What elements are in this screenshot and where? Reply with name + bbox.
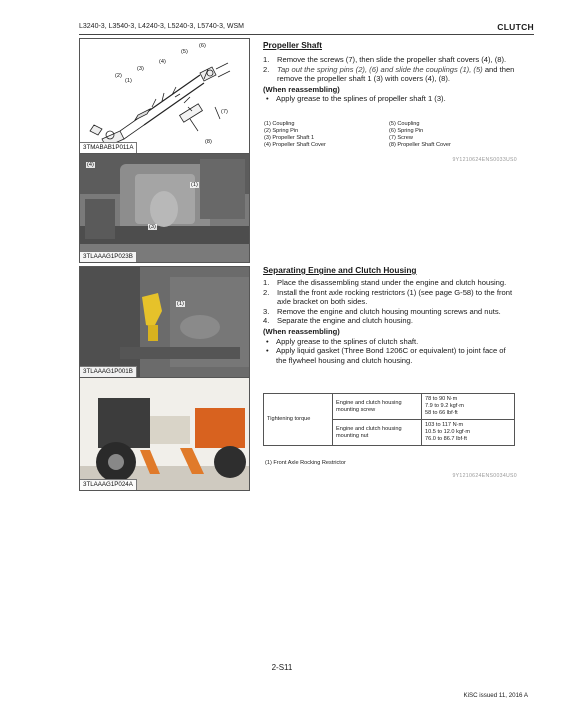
step-item — [263, 288, 517, 307]
bullet-dot: • — [266, 336, 269, 346]
step-text-italic: Tap out the spring pins (2), (6) and slide the couplings (1), (5) — [277, 64, 483, 74]
step-text: Remove the screws (7), then slide the propeller shaft covers (4), (8). — [277, 55, 507, 64]
torque-item: Engine and clutch housing mounting nut — [333, 420, 422, 446]
torque-item: Engine and clutch housing mounting screw — [333, 394, 422, 420]
header-section: CLUTCH — [497, 22, 534, 32]
legend-item: (6) Spring Pin — [389, 128, 424, 134]
table-row — [264, 394, 515, 420]
step-number: 1. — [263, 55, 270, 64]
bullet-item — [263, 94, 517, 104]
legend-item: (2) Spring Pin — [264, 128, 299, 134]
step-text: Remove the engine and clutch housing mounting screws and nuts. — [277, 306, 501, 316]
callout-1: (1) — [191, 182, 198, 188]
reference-code: 9Y1210624ENS0033US0 — [452, 157, 517, 163]
figure-propeller-shaft — [79, 38, 250, 154]
figure-caption: 3TLAAAG1P024A — [80, 479, 137, 490]
step-number: 1. — [263, 278, 270, 287]
propeller-shaft-steps — [263, 55, 517, 104]
step-number: 4. — [263, 316, 270, 326]
callout-1: (1) — [177, 301, 184, 307]
bullet-text: Apply grease to the splines of propeller shaft 1 (3). — [276, 94, 446, 104]
torque-value: 10.5 to 12.0 kgf·m — [425, 429, 471, 435]
step-item — [263, 278, 517, 288]
separating-title: Separating Engine and Clutch Housing — [263, 265, 417, 275]
step-item — [263, 55, 517, 65]
reference-code: 9Y1210624ENS0034US0 — [452, 473, 517, 479]
figure-caption: 3TLAAAG1P001B — [80, 366, 137, 377]
torque-label: Tightening torque — [264, 394, 333, 446]
restrictor-legend: (1) Front Axle Rocking Restrictor — [265, 460, 346, 466]
torque-value: 7.9 to 9.2 kgf·m — [425, 403, 464, 409]
bullet-dot: • — [266, 94, 269, 104]
propeller-photo — [80, 154, 249, 262]
callout-4: (4) — [159, 59, 166, 65]
torque-value: 103 to 117 N·m — [425, 422, 464, 428]
torque-values — [422, 420, 515, 446]
issue-info: KiSC issued 11, 2016 A — [463, 692, 528, 699]
figure-caption: 3TLAAAG1P023B — [80, 251, 137, 262]
bullet-item — [263, 346, 517, 365]
callout-2: (2) — [115, 73, 122, 79]
bullet-dot: • — [266, 346, 269, 356]
step-number: 2. — [263, 64, 270, 74]
tractor-photo — [80, 378, 249, 490]
step-text — [277, 65, 517, 84]
step-item — [263, 307, 517, 317]
header-models: L3240-3, L3540-3, L4240-3, L5240-3, L5740-3, WSM — [79, 23, 245, 30]
propeller-shaft-title: Propeller Shaft — [263, 40, 323, 50]
propeller-shaft-drawing — [80, 39, 249, 153]
callout-6: (6) — [199, 43, 206, 49]
callout-3: (3) — [137, 66, 144, 72]
step-item — [263, 316, 517, 326]
torque-value: 78 to 90 N·m — [425, 396, 458, 402]
step-number: 3. — [263, 306, 270, 316]
reassembling-heading: (When reassembling) — [263, 84, 340, 94]
legend-item: (7) Screw — [389, 135, 413, 141]
torque-table — [263, 393, 515, 446]
figure-photo-tractor — [79, 377, 250, 491]
figure-caption: 3TMABAB1P011A — [80, 142, 137, 153]
torque-value: 58 to 66 lbf·ft — [425, 410, 458, 416]
torque-values — [422, 394, 515, 420]
bullet-text: Apply liquid gasket (Three Bond 1206C or equivalent) to joint face of the flywheel housing and clutch housing. — [276, 346, 506, 365]
legend-item: (5) Coupling — [389, 121, 420, 127]
figure-photo-propeller — [79, 153, 250, 263]
callout-5: (5) — [181, 49, 188, 55]
torque-value: 76.0 to 86.7 lbf·ft — [425, 436, 467, 442]
bullet-item — [263, 337, 517, 347]
callout-4: (4) — [87, 162, 94, 168]
page-number: 2-S11 — [271, 663, 293, 672]
callout-1: (1) — [125, 78, 132, 84]
legend-item: (8) Propeller Shaft Cover — [389, 142, 451, 148]
legend-item: (1) Coupling — [264, 121, 295, 127]
callout-3: (3) — [149, 224, 156, 230]
callout-8: (8) — [205, 139, 212, 145]
step-item — [263, 65, 517, 84]
restrictor-photo — [80, 267, 249, 377]
figure-photo-restrictor — [79, 266, 250, 378]
propeller-legend — [264, 121, 514, 149]
legend-item: (4) Propeller Shaft Cover — [264, 142, 326, 148]
step-number: 2. — [263, 287, 270, 297]
separating-steps — [263, 278, 517, 365]
step-text: Install the front axle rocking restrictors (1) (see page G-58) to the front axle bracket on both sides. — [277, 287, 513, 307]
bullet-text: Apply grease to the splines of clutch shaft. — [276, 336, 419, 346]
reassembling-heading: (When reassembling) — [263, 326, 340, 336]
step-text: Place the disassembling stand under the engine and clutch housing. — [277, 278, 507, 287]
legend-item: (3) Propeller Shaft 1 — [264, 135, 315, 141]
step-text-rest: and then remove the propeller shaft 1 (3) with covers (4), (8). — [277, 64, 515, 84]
callout-7: (7) — [221, 109, 228, 115]
step-text: Separate the engine and clutch housing. — [277, 316, 413, 326]
header-rule — [79, 34, 534, 35]
